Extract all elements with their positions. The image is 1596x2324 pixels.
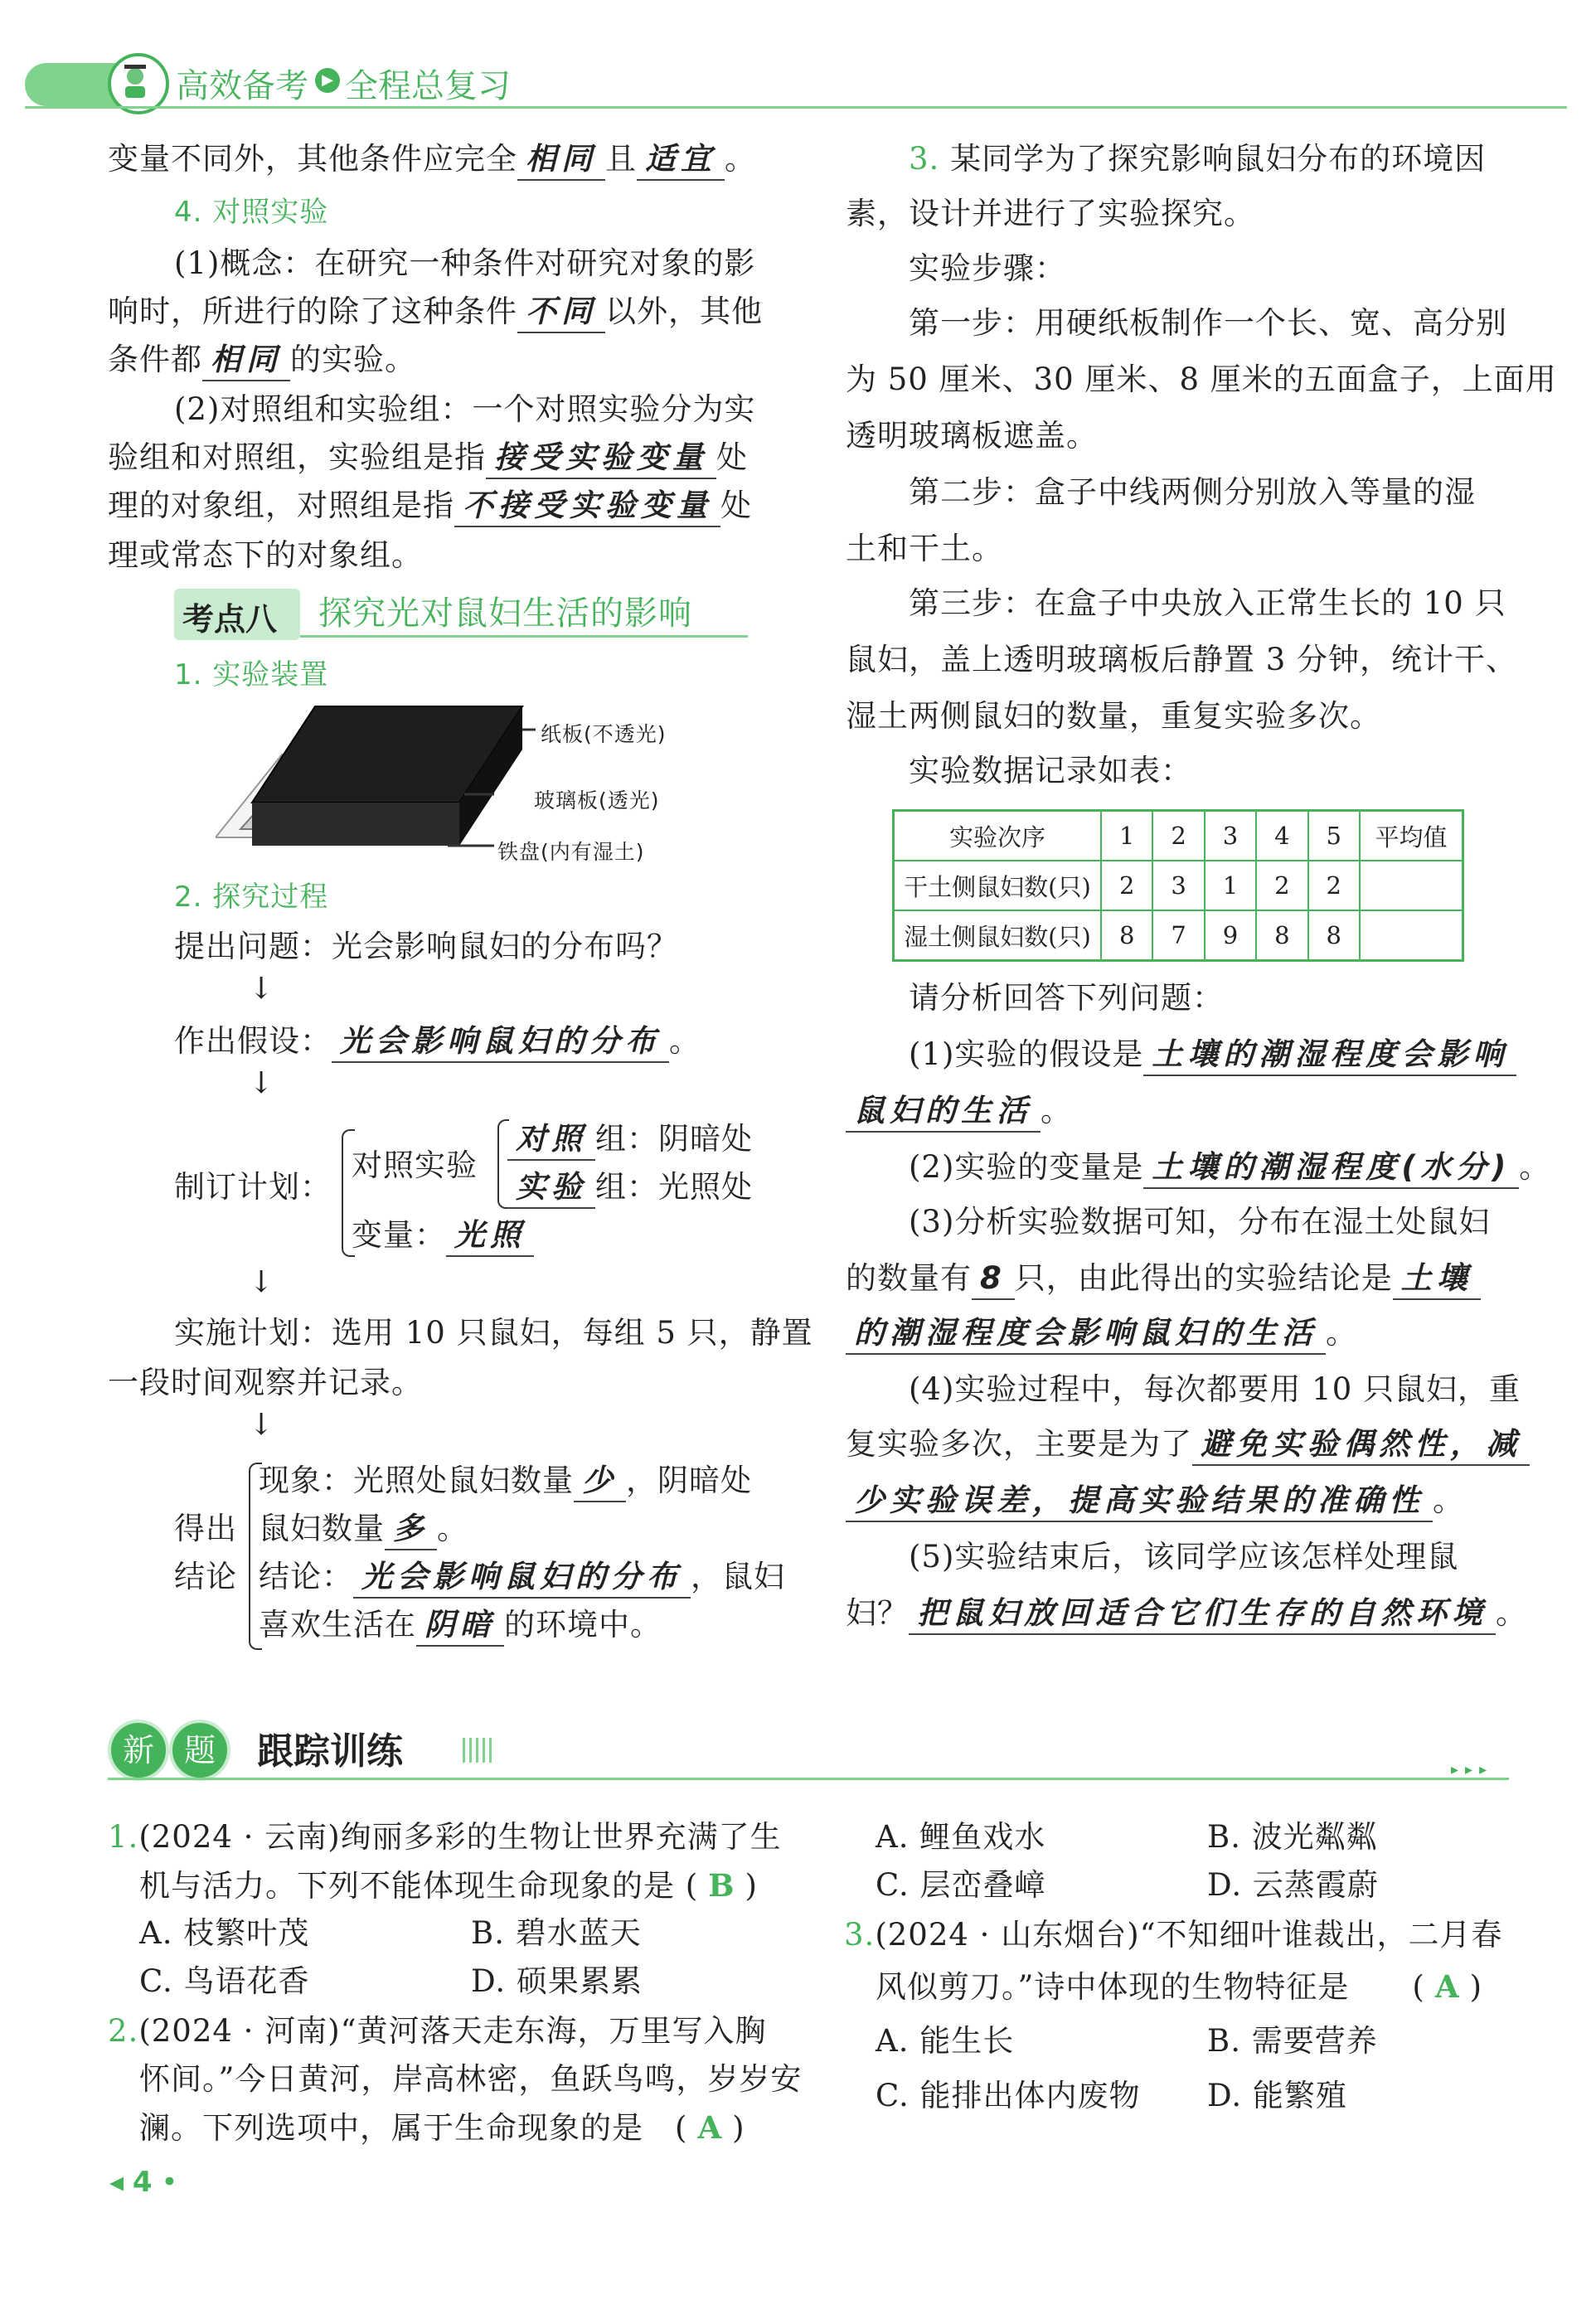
p2-line-3: 理的对象组，对照组是指 不接受实验变量 处: [108, 486, 752, 527]
conclusion-line-1: 结论： 光会影响鼠妇的分布 ，鼠妇: [259, 1557, 785, 1599]
q2-option-a: A. 鲤鱼戏水: [876, 1819, 1046, 1855]
step3-line-2: 鼠妇，盖上透明玻璃板后静置 3 分钟，统计干、: [846, 642, 1518, 677]
table-cell: 1: [1205, 861, 1256, 910]
label-glass: 玻璃板(透光): [534, 788, 660, 813]
table-intro: 实验数据记录如表：: [909, 753, 1192, 788]
step1-line-2: 为 50 厘米、30 厘米、8 厘米的五面盒子，上面用: [846, 361, 1557, 397]
phenomenon-line-2: 鼠妇数量 多 。: [259, 1509, 468, 1550]
p2-line-2: 验组和对照组，实验组是指 接受实验变量 处: [108, 438, 748, 479]
kaodian-underline: [300, 635, 748, 638]
q3-option-a: A. 能生长: [876, 2023, 1015, 2059]
hypothesis-line: 作出假设： 光会影响鼠妇的分布 。: [174, 1021, 701, 1063]
kaodian-title: 探究光对鼠妇生活的影响: [318, 594, 692, 633]
table-header-cell: 2: [1152, 811, 1204, 861]
plan-variable: 变量： 光照: [352, 1215, 534, 1257]
heading-4: 4. 对照实验: [174, 196, 329, 229]
header-subtitle: 全程总复习: [345, 67, 511, 105]
header-rule: [25, 106, 1567, 109]
table-row: [894, 910, 1463, 961]
heading-1: 1. 实验装置: [174, 658, 329, 691]
ask-line: 请分析回答下列问题：: [909, 980, 1224, 1016]
step3-line-3: 湿土两侧鼠妇的数量，重复实验多次。: [846, 698, 1381, 734]
q1-option-d: D. 硕果累累: [471, 1963, 643, 1999]
q3-intro-line-2: 素，设计并进行了实验探究。: [846, 196, 1255, 231]
section-arrows-icon: ▸▸▸: [1451, 1761, 1494, 1778]
table-cell: 7: [1152, 910, 1204, 961]
flow-arrow-3: ↓: [249, 1265, 274, 1299]
kaodian-badge: 考点八: [174, 589, 300, 640]
conclusion-label-1: 得出: [174, 1511, 237, 1546]
answer2-line: (2)实验的变量是 土壤的潮湿程度(水分) 。: [909, 1147, 1550, 1189]
badge-ti: 题: [169, 1720, 230, 1781]
label-cardboard: 纸板(不透光): [541, 722, 667, 746]
step1-line-1: 第一步：用硬纸板制作一个长、宽、高分别: [909, 305, 1507, 341]
implement-line-1: 实施计划：选用 10 只鼠妇，每组 5 只，静置: [174, 1315, 813, 1351]
p1-line-3: 条件都 相同 的实验。: [108, 340, 416, 381]
q3-option-b: B. 需要营养: [1207, 2023, 1378, 2059]
q2-option-b: B. 波光粼粼: [1207, 1819, 1378, 1855]
left-line-1: 变量不同外，其他条件应完全 相同 且 适宜 。: [108, 139, 756, 181]
flow-arrow-1: ↓: [249, 972, 274, 1006]
table-cell: 2: [1101, 861, 1152, 910]
table-header-cell: 实验次序: [894, 811, 1102, 861]
q3-option-d: D. 能繁殖: [1207, 2078, 1347, 2113]
conclusion-label-2: 结论: [174, 1559, 237, 1594]
q2-option-c: C. 层峦叠嶂: [876, 1867, 1046, 1903]
p2-line-1: (2)对照组和实验组：一个对照实验分为实: [174, 391, 756, 427]
table-cell: 干土侧鼠妇数(只): [894, 861, 1102, 910]
step3-line-1: 第三步：在盒子中央放入正常生长的 10 只: [909, 585, 1506, 621]
answer5-line-1: (5)实验结束后，该同学应该怎样处理鼠: [909, 1539, 1459, 1574]
table-row: [894, 861, 1463, 910]
table-cell: 湿土侧鼠妇数(只): [894, 910, 1102, 961]
answer4-line-3: 少实验误差，提高实验结果的准确性 。: [846, 1481, 1464, 1522]
table-cell: [1360, 861, 1463, 910]
q3-option-c: C. 能排出体内废物: [876, 2078, 1141, 2113]
left-arrow-icon: ◂: [109, 2166, 124, 2199]
answer5-line-2: 妇？ 把鼠妇放回适合它们生存的自然环境 。: [846, 1594, 1527, 1635]
p1-line-2: 响时，所进行的除了这种条件 不同 以外，其他: [108, 292, 763, 333]
conclusion-line-2: 喜欢生活在 阴暗 的环境中。: [259, 1605, 662, 1647]
table-cell: [1360, 910, 1463, 961]
steps-title: 实验步骤：: [909, 250, 1066, 286]
dot-icon: •: [161, 2166, 178, 2199]
table-cell: 2: [1308, 861, 1360, 910]
step2-line-1: 第二步：盒子中线两侧分别放入等量的湿: [909, 474, 1476, 510]
table-header-cell: 1: [1101, 811, 1152, 861]
section-header: [108, 1715, 1509, 1781]
table-cell: 2: [1256, 861, 1307, 910]
q2-line-3: 澜。下列选项中，属于生命现象的是 ( A ): [139, 2109, 745, 2146]
q1-line-1: 1.(2024 · 云南)绚丽多彩的生物让世界充满了生: [108, 1819, 782, 1855]
plan-sub-label: 对照实验: [352, 1147, 478, 1183]
q2-line-1: 2.(2024 · 河南)“黄河落天走东海，万里写入胸: [108, 2013, 767, 2049]
plan-row-1: 对照 组：阴暗处: [507, 1119, 753, 1161]
question-line: 提出问题：光会影响鼠妇的分布吗？: [174, 929, 678, 964]
answer1-line-1: (1)实验的假设是 土壤的潮湿程度会影响: [909, 1035, 1516, 1076]
phenomenon-line-1: 现象：光照处鼠妇数量 少 ，阴暗处: [259, 1461, 752, 1502]
answer3-line-3: 的潮湿程度会影响鼠妇的生活 。: [846, 1313, 1357, 1355]
q3-line-2: 风似剪刀。”诗中体现的生物特征是 ( A ): [876, 1968, 1483, 2005]
data-table: [892, 809, 1464, 962]
q2-option-d: D. 云蒸霞蔚: [1207, 1867, 1379, 1903]
answer4-line-2: 复实验多次，主要是为了 避免实验偶然性，减: [846, 1424, 1530, 1466]
q1-option-c: C. 鸟语花香: [139, 1963, 310, 1999]
badge-xin: 新: [108, 1720, 169, 1781]
table-cell: 9: [1205, 910, 1256, 961]
table-cell: 8: [1101, 910, 1152, 961]
answer3-line-2: 的数量有 8 只，由此得出的实验结论是 土壤: [846, 1259, 1481, 1300]
page-number: ◂ 4 •: [109, 2166, 178, 2199]
table-header-cell: 4: [1256, 811, 1307, 861]
p2-line-4: 理或常态下的对象组。: [108, 537, 423, 573]
table-cell: 3: [1152, 861, 1204, 910]
flow-arrow-4: ↓: [249, 1408, 274, 1442]
answer3-line-1: (3)分析实验数据可知，分布在湿土处鼠妇: [909, 1204, 1491, 1240]
p1-line-1: (1)概念：在研究一种条件对研究对象的影: [174, 245, 756, 281]
header-title: 高效备考: [176, 67, 308, 105]
section-title: 跟踪训练: [257, 1730, 403, 1773]
play-icon: ▶: [315, 68, 340, 93]
label-tray: 铁盘(内有湿土): [497, 840, 645, 864]
q1-line-2: 机与活力。下列不能体现生命现象的是 ( B ): [139, 1867, 758, 1904]
answer4-line-1: (4)实验过程中，每次都要用 10 只鼠妇，重: [909, 1371, 1521, 1407]
q3-intro-line-1: 3. 某同学为了探究影响鼠妇分布的环境因: [909, 141, 1487, 177]
answer1-line-2: 鼠妇的生活 。: [846, 1091, 1072, 1133]
q3-line-1: 3.(2024 · 山东烟台)“不知细叶谁裁出，二月春: [844, 1917, 1503, 1953]
plan-row-2: 实验 组：光照处: [507, 1167, 753, 1209]
q2-line-2: 怀间。”今日黄河，岸高林密，鱼跃鸟鸣，岁岁安: [139, 2061, 803, 2097]
q1-option-a: A. 枝繁叶茂: [139, 1915, 310, 1951]
header-bar: [25, 51, 1567, 109]
q1-option-b: B. 碧水蓝天: [471, 1915, 642, 1951]
table-cell: 8: [1308, 910, 1360, 961]
table-header-cell: 平均值: [1360, 811, 1463, 861]
step2-line-2: 土和干土。: [846, 531, 1003, 566]
section-deco-stripes: [463, 1738, 492, 1763]
table-cell: 8: [1256, 910, 1307, 961]
mascot-icon: [108, 53, 169, 114]
table-header-cell: 5: [1308, 811, 1360, 861]
plan-label: 制订计划：: [174, 1169, 332, 1205]
flow-arrow-2: ↓: [249, 1066, 274, 1100]
implement-line-2: 一段时间观察并记录。: [108, 1365, 423, 1400]
step1-line-3: 透明玻璃板遮盖。: [846, 418, 1098, 454]
section-rule: [108, 1778, 1509, 1780]
heading-2: 2. 探究过程: [174, 881, 329, 914]
table-header-row: [894, 811, 1463, 861]
table-header-cell: 3: [1205, 811, 1256, 861]
